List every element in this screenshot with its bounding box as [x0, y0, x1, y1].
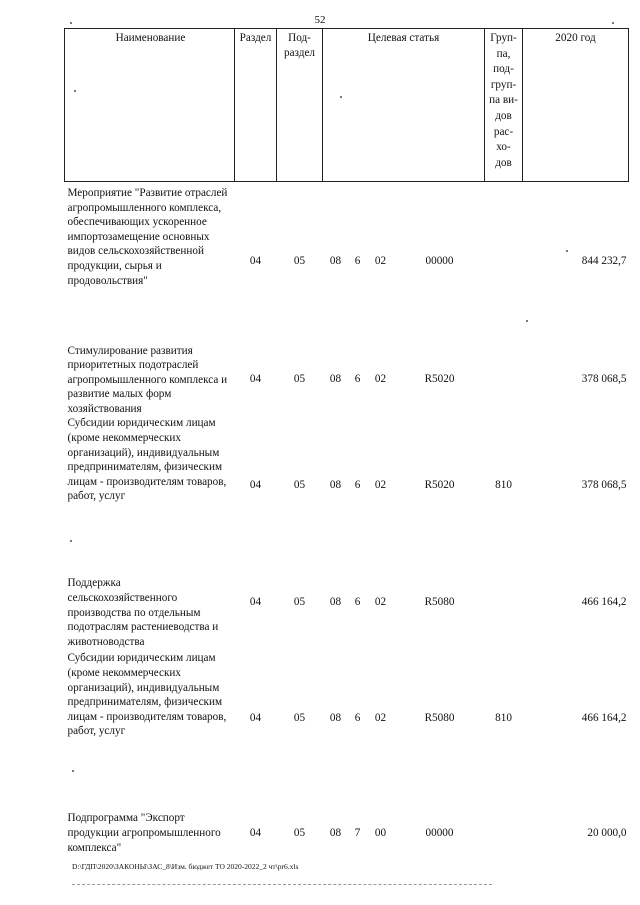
row-group — [485, 787, 523, 879]
row-name: Мероприятие "Развитие отраслей агропромышленного комплекса, обеспечивающих ускоренное импортозамещение основных видов сельскохозяйственной продукции, сырья и продовольствия" — [67, 187, 228, 287]
row-target-event: 00 — [374, 827, 387, 840]
row-group — [485, 182, 523, 342]
row-podrazdel: 05 — [293, 595, 306, 608]
footer-divider — [72, 884, 492, 885]
row-target-event: 02 — [374, 372, 387, 385]
table-header — [65, 29, 629, 182]
row-target-subprogram: 6 — [354, 372, 361, 385]
row-target-code: R5020 — [424, 372, 455, 385]
row-value: 844 232,7 — [581, 255, 627, 268]
row-group — [485, 554, 523, 649]
row-target-code: R5020 — [424, 479, 455, 492]
table-row — [65, 554, 629, 649]
row-name: Поддержка сельскохозяйственного производства по отдельным подотраслям растениеводства и животноводства — [67, 577, 219, 648]
row-name: Субсидии юридическим лицам (кроме некоммерческих организаций), индивидуальным предпринимателям, физическим лицам - производителям товаров, работ, услуг — [67, 652, 227, 738]
row-group: 810 — [495, 479, 512, 492]
scan-speck — [74, 90, 76, 92]
page-number: 52 — [314, 14, 326, 26]
scan-speck — [70, 540, 72, 542]
row-group — [485, 342, 523, 417]
row-target-subprogram: 7 — [354, 827, 361, 840]
row-target-code: 00000 — [425, 827, 454, 840]
header-expense-group: Груп- па, под- груп- па ви- дов рас- хо- дов — [485, 29, 523, 182]
footer-file-path: D:\ГДП\2020\ЗАКОНЫ\ЗАС_8\Изм. бюджет ТО 2020-2022_2 чт\pr6.xls — [72, 862, 299, 871]
row-razdel: 04 — [249, 595, 262, 608]
row-podrazdel: 05 — [293, 827, 306, 840]
row-target-subprogram: 6 — [354, 595, 361, 608]
row-value: 378 068,5 — [581, 372, 627, 385]
row-podrazdel: 05 — [293, 479, 306, 492]
row-target-program: 08 — [329, 595, 342, 608]
scan-speck — [72, 770, 74, 772]
budget-table — [64, 28, 629, 879]
row-target-program: 08 — [329, 255, 342, 268]
header-target-article: Целевая статья — [323, 29, 485, 182]
table-row — [65, 416, 629, 554]
row-razdel: 04 — [249, 372, 262, 385]
row-razdel: 04 — [249, 479, 262, 492]
row-value: 378 068,5 — [581, 479, 627, 492]
header-year-2020: 2020 год — [523, 29, 629, 182]
row-target-code: R5080 — [424, 595, 455, 608]
row-value: 466 164,2 — [581, 712, 627, 725]
row-target-code: 00000 — [425, 255, 454, 268]
row-target-event: 02 — [374, 255, 387, 268]
row-podrazdel: 05 — [293, 372, 306, 385]
scan-speck — [566, 250, 568, 252]
row-target-event: 02 — [374, 479, 387, 492]
row-target-event: 02 — [374, 595, 387, 608]
row-target-program: 08 — [329, 827, 342, 840]
row-target-subprogram: 6 — [354, 255, 361, 268]
scan-speck — [526, 320, 528, 322]
row-razdel: 04 — [249, 712, 262, 725]
row-name: Подпрограмма "Экспорт продукции агропромышленного комплекса" — [67, 812, 221, 854]
row-target-event: 02 — [374, 712, 387, 725]
row-name: Стимулирование развития приоритетных подотраслей агропромышленного комплекса и развитие малых форм хозяйствования — [67, 344, 228, 415]
row-name: Субсидии юридическим лицам (кроме некоммерческих организаций), индивидуальным предпринимателям, физическим лицам - производителям товаров, работ, услуг — [67, 417, 227, 503]
header-name: Наименование — [65, 29, 235, 182]
row-target-subprogram: 6 — [354, 479, 361, 492]
header-podrazdel: Под- раздел — [277, 29, 323, 182]
table-row — [65, 649, 629, 787]
row-razdel: 04 — [249, 255, 262, 268]
row-podrazdel: 05 — [293, 712, 306, 725]
table-row — [65, 342, 629, 417]
row-target-program: 08 — [329, 712, 342, 725]
row-target-code: R5080 — [424, 712, 455, 725]
row-podrazdel: 05 — [293, 255, 306, 268]
row-razdel: 04 — [249, 827, 262, 840]
scan-speck — [70, 22, 72, 24]
row-target-program: 08 — [329, 479, 342, 492]
table-body — [65, 182, 629, 880]
scan-speck — [340, 96, 342, 98]
row-target-program: 08 — [329, 372, 342, 385]
header-razdel: Раздел — [235, 29, 277, 182]
row-target-subprogram: 6 — [354, 712, 361, 725]
row-value: 466 164,2 — [581, 595, 627, 608]
table-row — [65, 182, 629, 342]
row-value: 20 000,0 — [587, 827, 627, 840]
row-group: 810 — [495, 712, 512, 725]
scan-speck — [612, 22, 614, 24]
